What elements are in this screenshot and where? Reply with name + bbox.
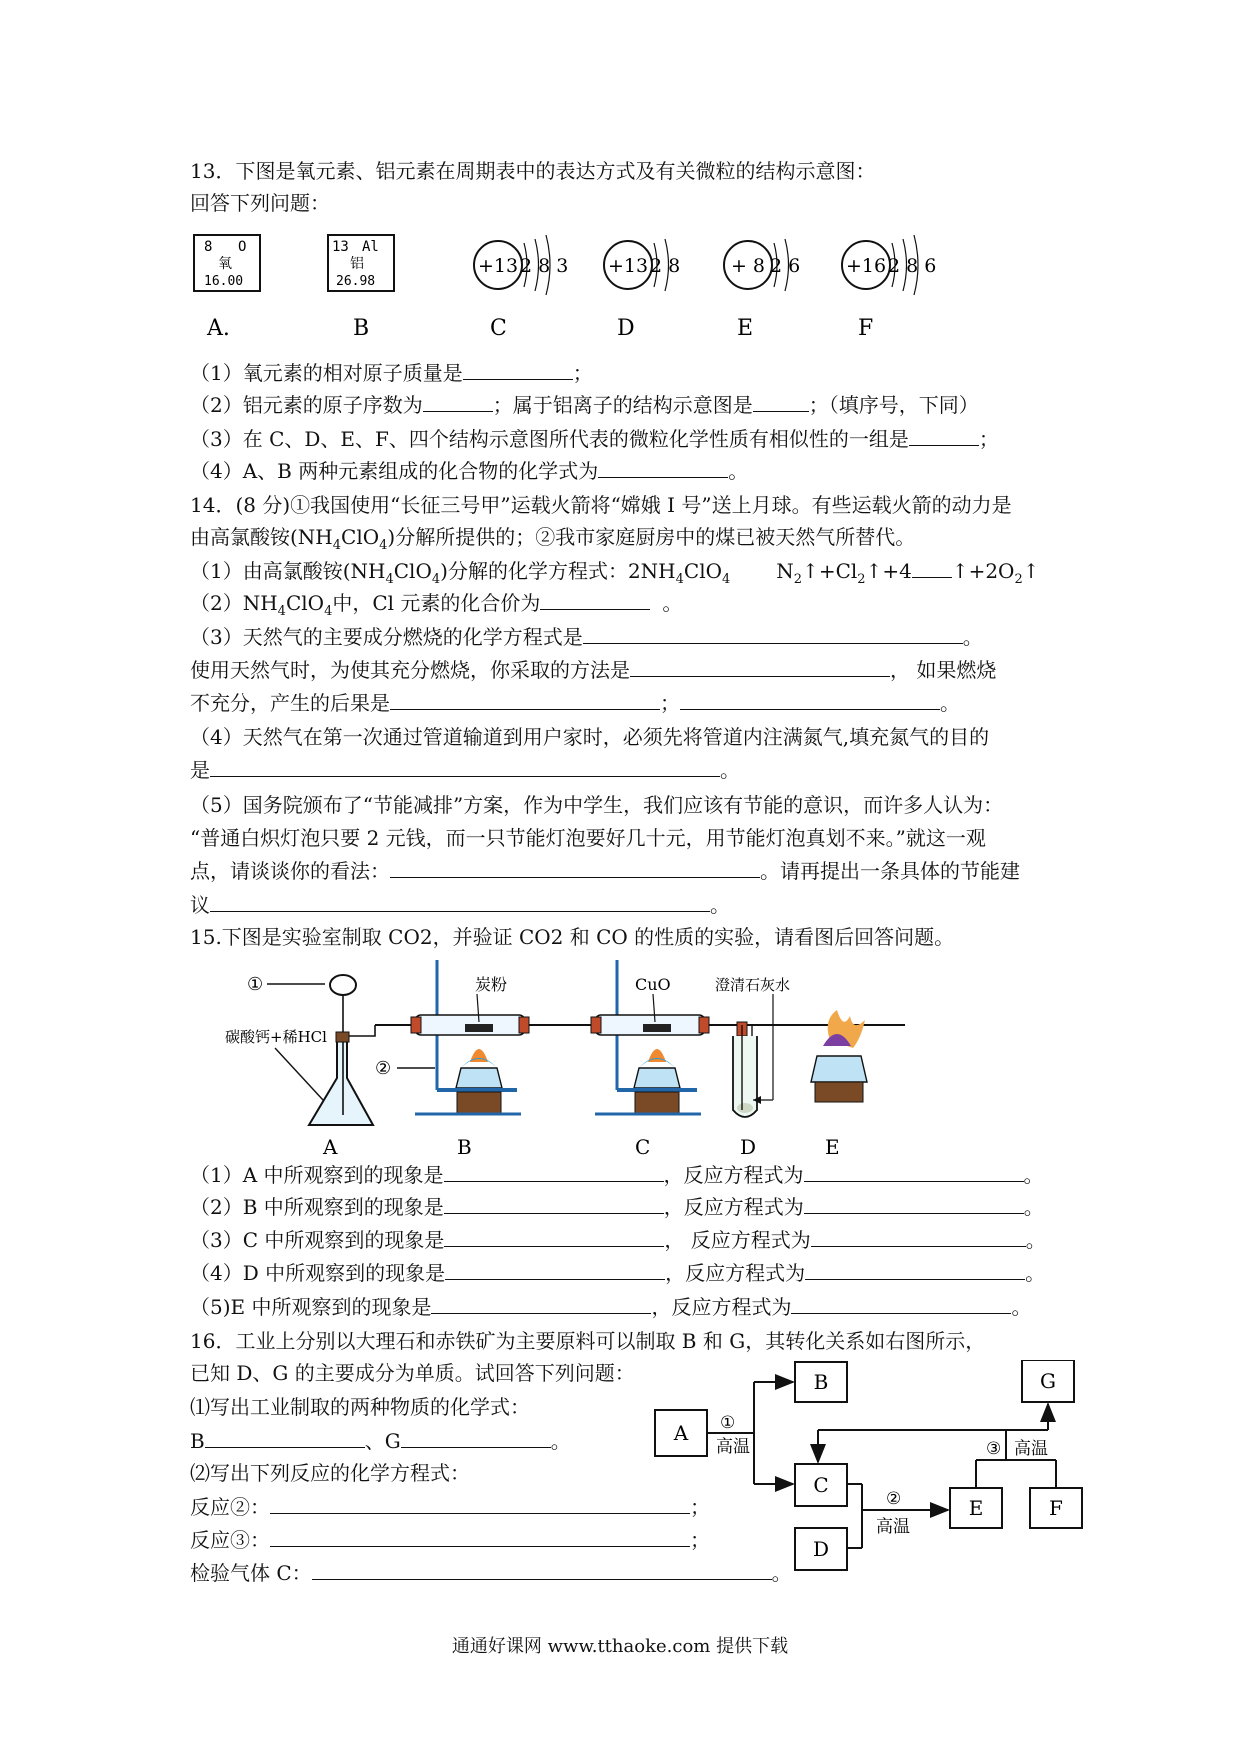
q13-subtitle: 回答下列问题： [190,191,330,215]
q13-part3: （3）在 C、D、E、F、四个结构示意图所代表的微粒化学性质有相似性的一组是 ； [190,427,999,451]
reaction-3-condition: 高温 [1014,1439,1048,1459]
aluminum-name: 铝 [350,256,364,272]
q14-line5: （3）天然气的主要成分燃烧的化学方程式是 。 [190,625,983,649]
answer-blank[interactable] [598,457,728,478]
q15-apparatus-figure [225,960,1005,1160]
q16-line4: B 、G 。 [190,1429,571,1453]
flask-a [309,975,375,1125]
cuo-label: CuO [635,975,671,994]
q14-line12: 点，请谈谈你的看法： 。请再提出一条具体的节能建 [190,859,1020,883]
page-footer: 通通好课网 www.tthaoke.com 提供下载 [451,1636,789,1657]
oxygen-cell [194,235,260,291]
oxygen-name: 氧 [218,256,232,272]
answer-blank[interactable] [210,891,710,912]
label-d: D [617,316,635,341]
answer-blank[interactable] [270,1526,690,1547]
aluminum-number: 13 [332,239,349,255]
tube-c [591,960,709,1114]
answer-blank[interactable] [909,425,979,446]
reaction-1-condition: 高温 [716,1437,750,1457]
structure-diagram-f [842,235,936,295]
answer-blank[interactable] [445,1259,665,1280]
structure-diagram-d [604,239,680,291]
q14-line9: 是 。 [190,758,740,782]
box-c-label: C [813,1473,829,1497]
answer-blank[interactable] [444,1193,664,1214]
carbon-label: 炭粉 [475,975,508,994]
q14-line13: 议 。 [190,893,730,917]
q13-title: 13．下图是氧元素、铝元素在周期表中的表达方式及有关微粒的结构示意图： [190,159,876,183]
answer-blank[interactable] [390,689,660,710]
label-a: A. [207,316,230,341]
answer-blank[interactable] [583,623,963,644]
label-f: F [858,316,874,341]
q16-line7: 反应③： ； [190,1528,710,1552]
svg-text:+13: +13 [607,255,649,277]
svg-text:2 8 3: 2 8 3 [520,255,569,277]
q14-line1: 14．(8 分)①我国使用“长征三号甲”运载火箭将“嫦娥 I 号”送上月球。有些运载火箭的动力是 [190,493,1012,517]
box-a-label: A [673,1421,689,1445]
q15-title: 15.下图是实验室制取 CO2，并验证 CO2 和 CO 的性质的实验，请看图后回答问题。 [190,925,955,949]
reaction-1-label: ① [720,1413,736,1433]
answer-blank[interactable] [390,857,760,878]
box-f-label: F [1049,1496,1063,1520]
apparatus-label-e: E [825,1135,840,1159]
structure-diagram-e [724,239,800,291]
q13-part2: （2）铝元素的原子序数为 ；属于铝离子的结构示意图是 ；（填序号，下同） [190,393,979,417]
answer-blank[interactable] [804,1161,1024,1182]
burner-e [811,1010,867,1102]
svg-text:+ 8: + 8 [730,255,766,277]
answer-blank[interactable] [540,589,650,610]
apparatus-label-c: C [635,1135,651,1159]
svg-text:+16: +16 [845,255,887,277]
box-g-label: G [1040,1369,1056,1393]
oxygen-mass: 16.00 [204,274,244,289]
answer-blank[interactable] [805,1259,1025,1280]
answer-blank[interactable] [444,1226,664,1247]
q14-line6: 使用天然气时，为使其充分燃烧，你采取的方法是 ， 如果燃烧 [190,658,997,682]
q14-line3: （1）由高氯酸铵$(NH_4ClO_4)$分解的化学方程式：$2NH_4ClO_4$ $N_2↑+Cl_2↑+4$ $↑+2O_2↑$ [190,559,1040,587]
oxygen-symbol: O [238,239,247,255]
q16-line8: 检验气体 C： 。 [190,1561,792,1585]
answer-blank[interactable] [804,1193,1024,1214]
q13-part4: （4）A、B 两种元素组成的化合物的化学式为 。 [190,459,749,483]
label-circle-1: ① [247,974,264,995]
answer-blank[interactable] [270,1493,690,1514]
answer-blank[interactable] [401,1427,551,1448]
q15-row5: （5)E 中所观察到的现象是 ，反应方程式为 。 [190,1295,1032,1319]
apparatus-label-a: A [323,1135,338,1159]
svg-text:2 8 6: 2 8 6 [888,255,937,277]
answer-blank[interactable] [444,1161,664,1182]
answer-blank[interactable] [423,391,493,412]
q13-figure [180,225,1080,343]
q16-line5: ⑵写出下列反应的化学方程式： [190,1461,470,1485]
svg-text:+13: +13 [477,255,519,277]
label-e: E [737,316,754,341]
answer-blank[interactable] [463,359,573,380]
answer-blank[interactable] [205,1427,365,1448]
box-d-label: D [812,1537,830,1561]
box-e-label: E [968,1496,984,1520]
answer-blank[interactable] [680,689,940,710]
q15-row3: （3）C 中所观察到的现象是 ， 反应方程式为 。 [190,1228,1046,1252]
q16-line2: 已知 D、G 的主要成分为单质。试回答下列问题： [190,1361,635,1385]
test-tube-d [715,976,790,1117]
answer-blank[interactable] [630,656,890,677]
answer-blank[interactable] [431,1293,651,1314]
q14-line11: “普通白炽灯泡只要 2 元钱，而一只节能灯泡要好几十元，用节能灯泡真划不来。”就这一观 [190,826,986,850]
label-b: B [353,316,370,341]
q14-line4: $(2)NH_4ClO_4$中，Cl 元素的化合价为 。 [190,591,683,619]
reaction-2-label: ② [886,1489,902,1509]
apparatus-label-d: D [740,1135,757,1159]
figure-labels [206,316,873,341]
tube-b [411,960,529,1114]
label-c: C [490,316,507,341]
q15-row4: （4）D 中所观察到的现象是 ，反应方程式为 。 [190,1261,1046,1285]
q14-line8: （4）天然气在第一次通过管道输道到用户家时，必须先将管道内注满氮气,填充氮气的目的 [190,725,990,749]
q14-line7: 不充分，产生的后果是 ； 。 [190,691,960,715]
q15-row1: （1）A 中所观察到的现象是 ，反应方程式为 。 [190,1163,1044,1187]
answer-blank[interactable] [210,756,720,777]
reaction-2-condition: 高温 [876,1517,910,1537]
box-b-label: B [813,1370,829,1394]
reagent-label: 碳酸钙+稀HCl [225,1028,327,1046]
answer-blank[interactable] [912,557,952,578]
q14-line2: 由高氯酸铵$(NH_4ClO_4)$分解所提供的；②我市家庭厨房中的煤已被天然气所替代。 [190,525,916,553]
label-circle-2: ② [375,1058,392,1079]
svg-text:2 6: 2 6 [770,255,801,277]
oxygen-number: 8 [204,239,213,255]
q14-line10: （5）国务院颁布了“节能减排”方案，作为中学生，我们应该有节能的意识，而许多人认为： [190,793,1004,817]
q16-flow-diagram [650,1360,1100,1580]
limewater-label: 澄清石灰水 [715,976,791,994]
q16-line1: 16．工业上分别以大理石和赤铁矿为主要原料可以制取 B 和 G，其转化关系如右图所示， [190,1329,986,1353]
reaction-3-label: ③ [986,1439,1002,1459]
apparatus-label-b: B [457,1135,472,1159]
answer-blank[interactable] [791,1293,1011,1314]
q13-part1: （1）氧元素的相对原子质量是 ； [190,361,593,385]
aluminum-symbol: Al [362,239,379,255]
svg-text:2 8: 2 8 [650,255,681,277]
q15-row2: （2）B 中所观察到的现象是 ，反应方程式为 。 [190,1195,1044,1219]
answer-blank[interactable] [811,1226,1026,1247]
answer-blank[interactable] [753,391,809,412]
aluminum-cell [328,235,394,291]
structure-diagram-c [474,235,568,295]
q16-line6: 反应②： ； [190,1495,710,1519]
apparatus-labels [322,1135,840,1159]
q16-line3: ⑴写出工业制取的两种物质的化学式： [190,1395,530,1419]
aluminum-mass: 26.98 [336,274,376,289]
